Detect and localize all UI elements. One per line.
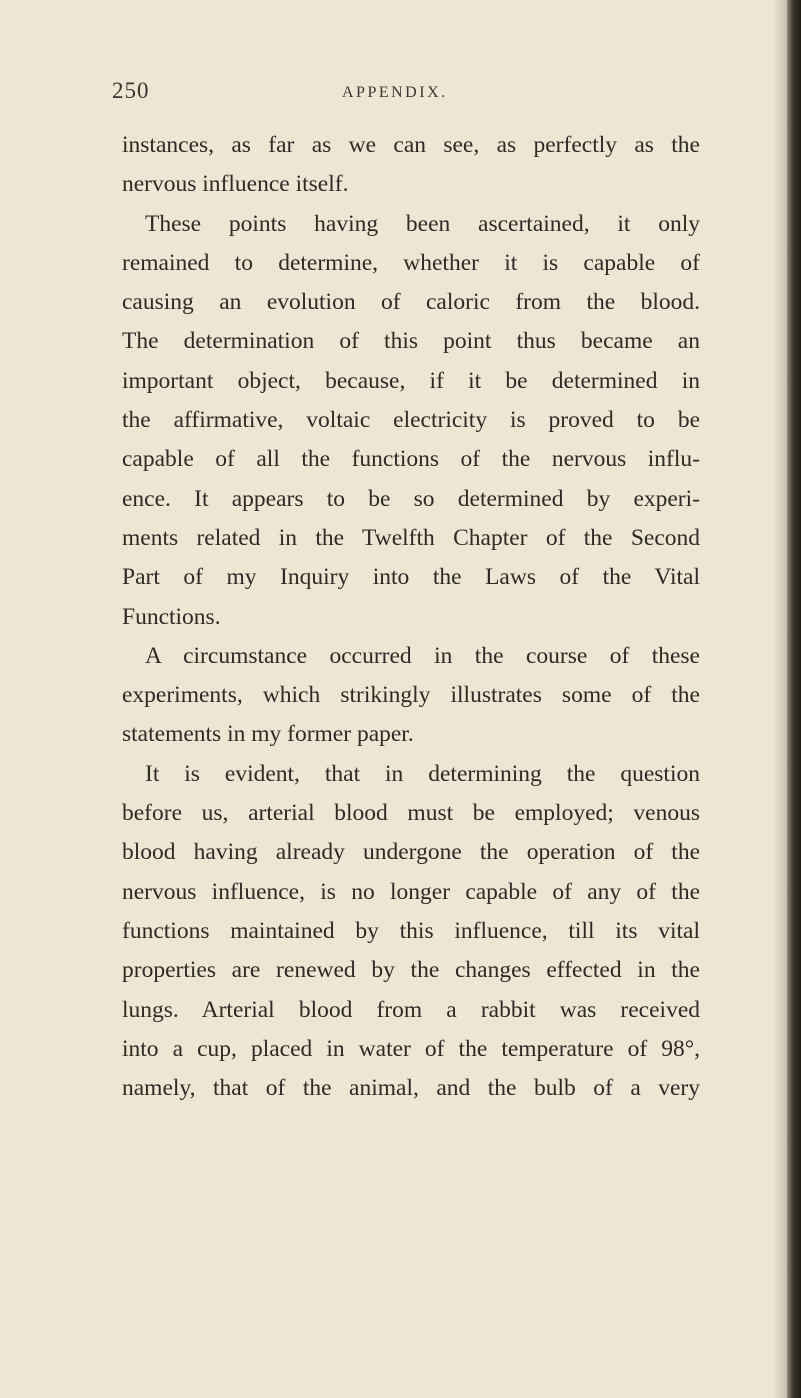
running-head	[112, 78, 712, 110]
text-line: functions maintained by this influence, till its vital	[122, 917, 700, 944]
text-line: nervous influence, is no longer capable of any of the	[122, 878, 700, 905]
running-title: APPENDIX.	[342, 84, 448, 101]
text-line: ments related in the Twelfth Chapter of the Second	[122, 524, 700, 551]
text-line: nervous influence itself.	[122, 171, 349, 198]
binding-edge	[787, 0, 801, 1398]
text-line: the affirmative, voltaic electricity is proved to be	[122, 407, 700, 434]
page-number: 250	[112, 78, 150, 103]
text-line: experiments, which strikingly illustrates some of the	[122, 682, 700, 709]
text-line: before us, arterial blood must be employed; venous	[122, 800, 700, 827]
body-text	[122, 126, 700, 1108]
text-line: instances, as far as we can see, as perfectly as the	[122, 132, 700, 158]
text-line: remained to determine, whether it is capable of	[122, 249, 700, 276]
text-line: These points having been ascertained, it only	[145, 210, 700, 237]
text-line: lungs. Arterial blood from a rabbit was received	[122, 996, 700, 1023]
text-line: causing an evolution of caloric from the blood.	[122, 289, 700, 316]
text-line: blood having already undergone the operation of the	[122, 839, 700, 866]
text-line: into a cup, placed in water of the temperature of 98°,	[122, 1035, 700, 1062]
text-line: A circumstance occurred in the course of these	[145, 642, 700, 669]
text-line: ence. It appears to be so determined by experi-	[122, 485, 700, 512]
text-line: Functions.	[122, 603, 221, 630]
text-line: It is evident, that in determining the question	[145, 760, 700, 787]
binding-shadow	[773, 0, 787, 1398]
text-line: namely, that of the animal, and the bulb of a very	[122, 1075, 700, 1102]
text-line: capable of all the functions of the nervous influ-	[122, 446, 700, 473]
text-line: properties are renewed by the changes effected in the	[122, 957, 700, 984]
text-line: Part of my Inquiry into the Laws of the Vital	[122, 564, 700, 591]
text-line: statements in my former paper.	[122, 721, 414, 748]
text-line: The determination of this point thus became an	[122, 328, 700, 355]
text-line: important object, because, if it be determined in	[122, 367, 700, 394]
